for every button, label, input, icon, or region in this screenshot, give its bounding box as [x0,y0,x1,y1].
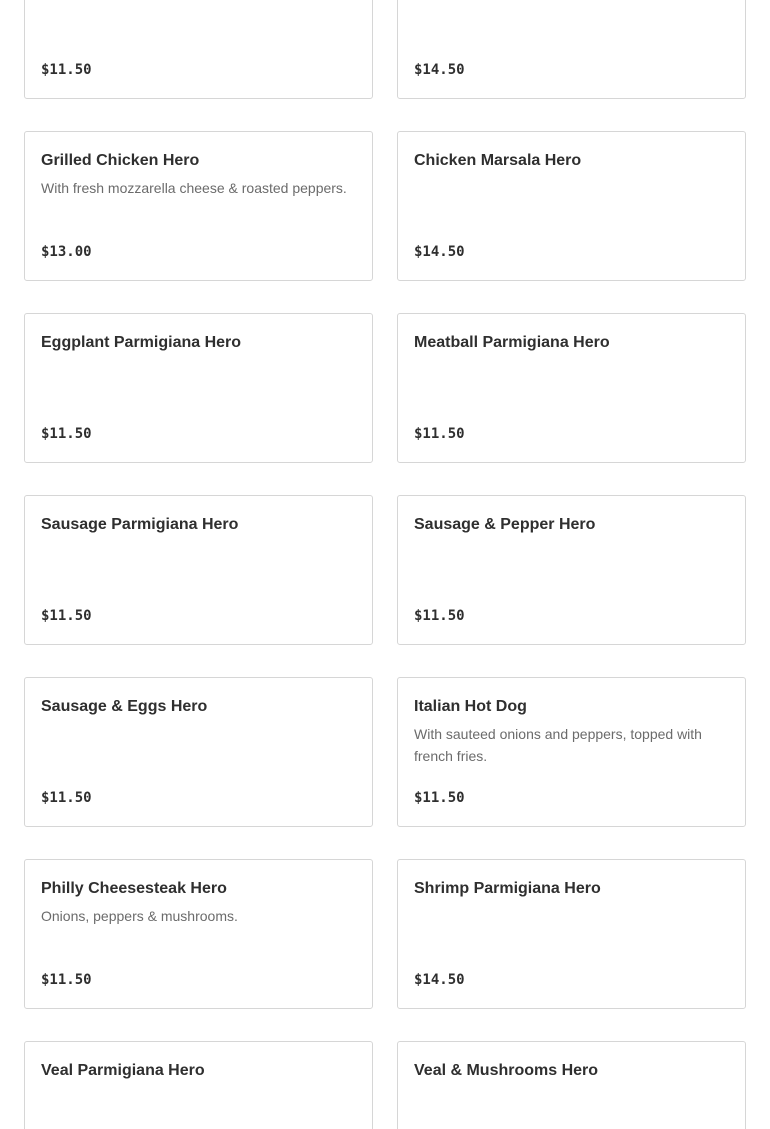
menu-item-card[interactable] [24,131,373,281]
menu-item-name: Veal Parmigiana Hero [41,1062,205,1079]
menu-item-price: $13.00 [41,244,92,260]
menu-item-name: Chicken Marsala Hero [414,152,582,169]
menu-item-name: Eggplant Parmigiana Hero [41,334,242,351]
menu-item-card[interactable] [397,131,746,281]
menu-item-name: Veal & Mushrooms Hero [414,1062,599,1079]
menu-item-price: $11.50 [414,608,465,624]
menu-item-name: Sausage Parmigiana Hero [41,516,239,533]
menu-item-name: Sausage & Pepper Hero [414,516,596,533]
menu-item-name: Meatball Parmigiana Hero [414,334,610,351]
menu-item-card[interactable] [397,0,746,99]
menu-item-card[interactable] [24,859,373,1009]
menu-item-card[interactable] [24,0,373,99]
menu-item-name: Sausage & Eggs Hero [41,698,208,715]
menu-item-name: Philly Cheesesteak Hero [41,880,227,897]
menu-item-price: $14.50 [414,972,465,988]
menu-item-card[interactable] [397,313,746,463]
menu-item-price: $11.50 [41,790,92,806]
menu-item-name: Grilled Chicken Hero [41,152,200,169]
menu-item-price: $11.50 [41,426,92,442]
menu-item-card[interactable] [397,1041,746,1129]
menu-item-card[interactable] [24,1041,373,1129]
menu-item-name: Shrimp Parmigiana Hero [414,880,601,897]
menu-item-price: $11.50 [414,426,465,442]
menu-item-card[interactable] [24,677,373,827]
menu-item-card[interactable] [397,677,746,827]
menu-item-description: With sauteed onions and peppers, topped with french fries. [414,726,702,764]
menu-item-price: $11.50 [414,790,465,806]
menu-item-card[interactable] [24,313,373,463]
menu-item-description: Onions, peppers & mushrooms. [41,908,238,924]
menu-item-price: $14.50 [414,62,465,78]
menu-item-price: $11.50 [41,972,92,988]
menu-item-description: With fresh mozzarella cheese & roasted peppers. [41,180,347,196]
menu-item-card[interactable] [24,495,373,645]
menu-item-grid [24,0,746,1129]
menu-item-card[interactable] [397,495,746,645]
menu-item-price: $14.50 [414,244,465,260]
menu-item-price: $11.50 [41,608,92,624]
menu-item-card[interactable] [397,859,746,1009]
menu-item-name: Italian Hot Dog [414,698,527,715]
menu-item-price: $11.50 [41,62,92,78]
